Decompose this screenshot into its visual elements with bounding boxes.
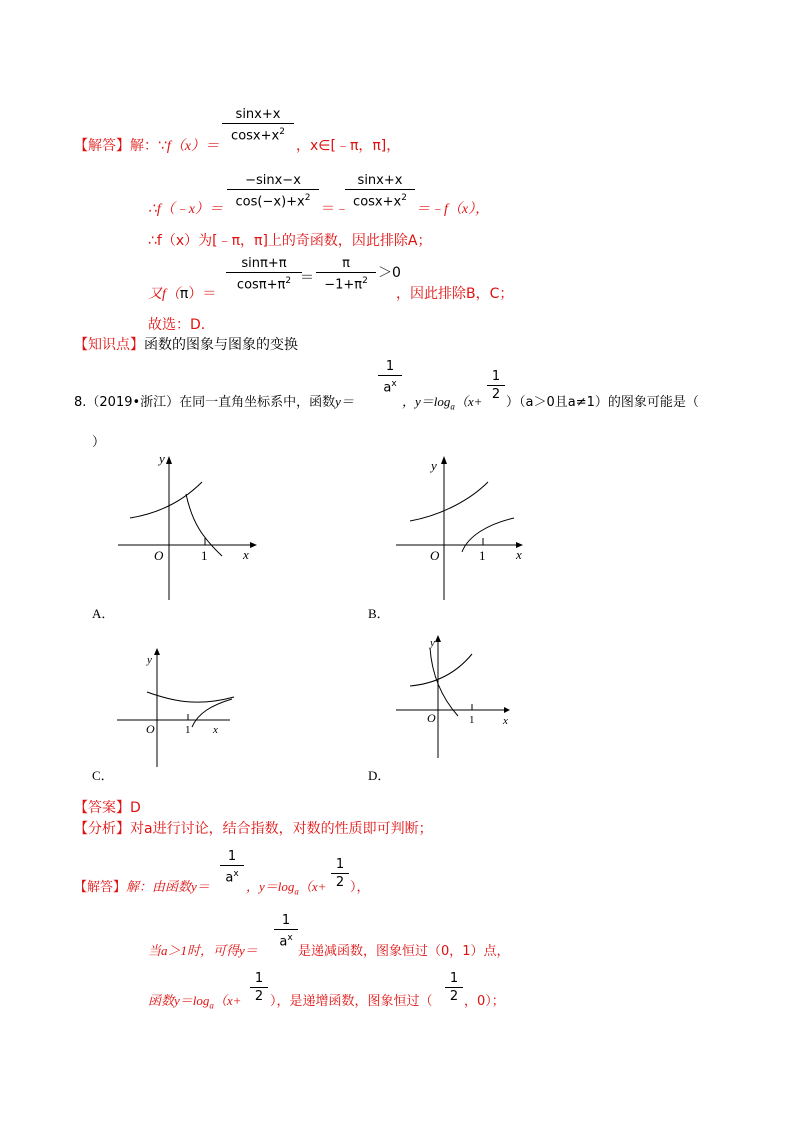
graph-d — [392, 632, 522, 762]
den-sup: 2 — [401, 193, 407, 203]
fraction-denominator — [222, 124, 294, 144]
fraction-numerator: sinx+x — [222, 106, 294, 124]
fraction-fx — [222, 106, 294, 144]
den-sup: 2 — [279, 127, 285, 137]
fraction-denominator: 2 — [335, 875, 345, 890]
fraction-numerator: 1 — [274, 912, 298, 930]
graph-a — [110, 452, 260, 604]
fraction-numerator: 1 — [250, 970, 268, 988]
odd-function-line: ∴f（x）为[﹣π，π]上的奇函数，因此排除A； — [148, 233, 432, 249]
log-curve — [462, 518, 514, 552]
s8-fraction-half — [250, 970, 268, 1005]
x-label: x — [243, 547, 249, 562]
q8-sub: a — [450, 401, 455, 412]
option-a-label: A． — [92, 606, 115, 621]
den-text: cosx+x — [231, 128, 280, 144]
fraction-denominator — [227, 190, 319, 210]
den-sup: 2 — [285, 276, 292, 286]
solution-line-2-tail: 是递减函数，图象恒过（0，1）点， — [298, 944, 510, 959]
fraction-numerator: π — [316, 255, 376, 273]
ans-tag: 【答案】 — [74, 800, 130, 816]
x-axis-arrow-icon — [504, 707, 510, 713]
option-b-label: B． — [368, 606, 390, 621]
question-8-stem — [74, 391, 354, 410]
den-text: cosx+x — [353, 194, 402, 210]
question-8-log — [402, 391, 482, 412]
f-pi-close: ）＝ — [188, 286, 217, 302]
fraction-f-neg-x — [227, 172, 319, 210]
y-axis-arrow-icon — [435, 635, 441, 642]
analysis-tag: 【分析】 — [74, 821, 130, 837]
answer-line — [74, 797, 141, 817]
log-curve — [192, 699, 232, 727]
y-axis-arrow-icon — [441, 456, 447, 464]
fraction-denominator — [220, 866, 244, 886]
exp-curve — [147, 692, 234, 702]
den-text: a — [225, 870, 234, 886]
fraction-denominator — [378, 376, 402, 396]
option-d-label: D． — [368, 768, 391, 783]
origin-label: O — [430, 548, 440, 563]
den-text: cosπ+π — [236, 277, 286, 293]
origin-label: O — [146, 722, 155, 736]
graph-c — [112, 645, 242, 770]
s6-arg: （x+ — [298, 879, 327, 894]
x-label: x — [503, 715, 508, 727]
log-curve — [430, 648, 458, 716]
fraction-fx-2 — [345, 172, 415, 210]
one-label: 1 — [185, 724, 191, 736]
x-axis-arrow-icon — [250, 542, 257, 548]
origin-label: O — [427, 711, 436, 725]
q8-mid: ，y＝log — [402, 394, 451, 409]
s7-fraction-1-over-ax — [274, 912, 298, 950]
one-label: 1 — [469, 714, 475, 726]
exp-curve — [410, 654, 472, 686]
fraction-denominator — [345, 190, 415, 210]
origin-label: O — [154, 548, 164, 563]
fraction-numerator: −sinx−x — [227, 172, 319, 190]
exclude-bc: ，因此排除B，C； — [396, 286, 514, 302]
fraction-pi-value — [316, 255, 376, 293]
s6-mid: ，y＝log — [246, 879, 295, 894]
solution-line-2-lead: 当a＞1时，可得y＝ — [148, 943, 258, 958]
s8-sub: a — [209, 1000, 214, 1011]
f-pi-lead — [148, 283, 216, 303]
s8-arg: （x+ — [213, 993, 242, 1008]
q8-y1: y＝ — [335, 394, 354, 409]
kp-text: 函数的图象与图象的变换 — [144, 337, 298, 353]
solution-line-3-tail: ，0）； — [464, 994, 505, 1009]
greater-than-zero: ＞0 — [378, 265, 401, 281]
fraction-numerator: sinπ+π — [226, 255, 302, 273]
fraction-denominator — [274, 930, 298, 950]
s6-fraction-1-over-ax — [220, 848, 244, 886]
answer-lead: 解：∵ — [130, 138, 167, 154]
y-label: y — [431, 458, 437, 473]
q8-fraction-1-over-ax — [378, 358, 402, 396]
den-sup: x — [391, 379, 397, 389]
one-label: 1 — [201, 548, 208, 563]
question-8-cont: ） — [92, 435, 106, 450]
s6-lead: 解：由函数y＝ — [126, 879, 210, 894]
y-axis-arrow-icon — [166, 456, 172, 464]
fraction-numerator: 1 — [331, 856, 349, 874]
analysis-text: 对a进行讨论，结合指数，对数的性质即可判断； — [130, 821, 433, 837]
solution-line-3-mid: ），是递增函数，图象恒过（ — [270, 994, 433, 1009]
y-label: y — [147, 654, 152, 666]
den-sup: x — [233, 869, 239, 879]
choose-d: 故选：D． — [148, 317, 215, 333]
den-sup: 2 — [304, 193, 311, 203]
answer-tag: 【解答】 — [74, 138, 130, 154]
fraction-numerator: 1 — [445, 970, 463, 988]
s6-tag: 【解答】 — [74, 880, 127, 895]
y-axis-arrow-icon — [154, 648, 160, 655]
q8-fraction-half — [487, 368, 505, 403]
fraction-numerator: 1 — [220, 848, 244, 866]
solution-line-1-log — [246, 876, 326, 897]
s8-fraction-half-2 — [445, 970, 463, 1005]
fraction-numerator: 1 — [487, 368, 505, 386]
option-c-label: C． — [92, 768, 114, 783]
den-text: cos(−x)+x — [235, 194, 305, 210]
fraction-f-pi — [226, 255, 302, 293]
solution-line-3-lead — [148, 990, 241, 1011]
fraction-denominator: 2 — [254, 989, 264, 1004]
equals-neg: ＝﹣ — [321, 201, 349, 217]
neg-fx: ＝﹣f（x）， — [416, 202, 490, 217]
graph-b — [388, 452, 538, 604]
x-label: x — [516, 547, 522, 562]
f-neg-x-lead: ∴f（﹣x）＝ — [148, 202, 224, 217]
pi-symbol: π — [179, 286, 189, 302]
den-text: a — [279, 934, 288, 950]
fraction-denominator — [226, 273, 302, 293]
fx-expr: f（x）＝ — [166, 139, 220, 154]
s6-fraction-half — [331, 856, 349, 891]
fraction-denominator: 2 — [491, 387, 501, 402]
den-text: −1+π — [324, 277, 363, 293]
knowledge-point — [74, 334, 298, 354]
fraction-numerator: sinx+x — [345, 172, 415, 190]
log-curve — [186, 494, 222, 556]
q8-prefix: 8.（2019•浙江）在同一直角坐标系中，函数 — [74, 395, 336, 410]
solution-line-1-tail: ）， — [350, 880, 370, 895]
equals-sign: ＝ — [300, 270, 314, 286]
kp-tag: 【知识点】 — [74, 337, 144, 353]
den-sup: x — [287, 933, 293, 943]
q8-arg: （x+ — [454, 394, 483, 409]
s8-lead: 函数y＝log — [148, 993, 210, 1008]
s6-sub: a — [294, 886, 299, 897]
den-text: a — [383, 380, 392, 396]
solution-line-1 — [74, 876, 210, 895]
fraction-numerator: 1 — [378, 358, 402, 376]
x-label: x — [213, 724, 218, 736]
fraction-denominator: 2 — [449, 989, 459, 1004]
one-label: 1 — [479, 548, 486, 563]
fraction-denominator — [316, 273, 376, 293]
ans-text: D — [130, 800, 141, 816]
y-label: y — [430, 637, 435, 649]
analysis-line — [74, 818, 433, 838]
den-sup: 2 — [362, 276, 368, 286]
question-8-tail: ）（a＞0且a≠1）的图象可能是（ — [506, 395, 699, 410]
f-pi-text: 又f（ — [148, 287, 180, 302]
domain-text: ，x∈[﹣π，π]， — [296, 138, 401, 154]
exp-curve — [410, 482, 488, 521]
answer-line-1 — [74, 135, 219, 155]
y-label: y — [159, 452, 165, 466]
